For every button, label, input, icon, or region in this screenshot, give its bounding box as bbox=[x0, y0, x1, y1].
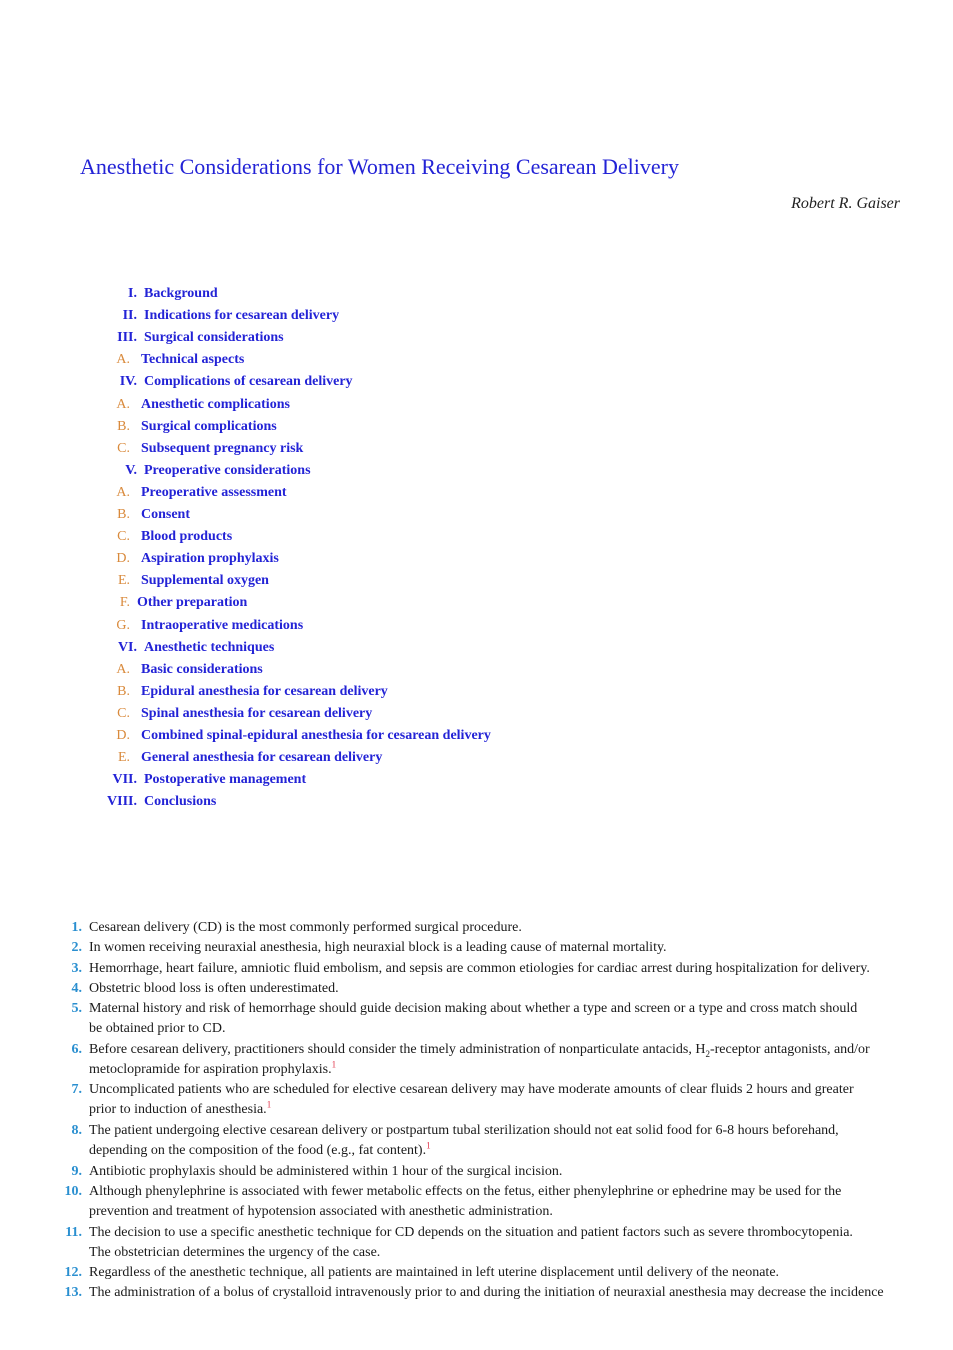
toc-item-number: A. bbox=[116, 352, 130, 368]
key-point-line: be obtained prior to CD. bbox=[89, 1021, 226, 1037]
key-point bbox=[0, 918, 953, 938]
key-point-line: Uncomplicated patients who are scheduled for elective cesarean delivery may have moderate amounts of clear fluids 2 hours and greater bbox=[89, 1082, 854, 1098]
key-point-line: Regardless of the anesthetic technique, all patients are maintained in left uterine displacement until delivery of the neonate. bbox=[89, 1265, 780, 1281]
key-point bbox=[0, 1283, 953, 1303]
toc-item-number: E. bbox=[117, 573, 130, 589]
key-point-line: Obstetric blood loss is often underestimated. bbox=[89, 980, 339, 996]
toc-item-label[interactable]: Epidural anesthesia for cesarean delivery bbox=[141, 683, 388, 699]
key-point-text bbox=[89, 918, 899, 938]
key-point-text bbox=[89, 979, 899, 999]
toc-item-label[interactable]: Anesthetic complications bbox=[141, 396, 290, 412]
key-point-number: 5. bbox=[71, 1001, 82, 1017]
page-title: Anesthetic Considerations for Women Receiving Cesarean Delivery bbox=[80, 154, 679, 179]
key-point-number: 11. bbox=[65, 1224, 82, 1240]
citation-marker[interactable]: 1 bbox=[426, 1140, 431, 1151]
toc-item-number: VI. bbox=[117, 639, 137, 655]
citation-marker[interactable]: 1 bbox=[331, 1059, 337, 1070]
key-point bbox=[0, 1223, 953, 1264]
author-name: Robert R. Gaiser bbox=[791, 195, 900, 212]
toc-item-number: A. bbox=[116, 484, 130, 500]
key-point-line: depending on the composition of the food (e.g., fat content).$^1$ bbox=[89, 1140, 431, 1158]
key-point-number: 3. bbox=[71, 960, 82, 976]
toc-item-number: B. bbox=[117, 418, 130, 434]
key-point-line: prevention and treatment of hypotension associated with anesthetic administration. bbox=[89, 1203, 553, 1219]
key-point bbox=[0, 1182, 953, 1223]
toc-item-number: C. bbox=[117, 440, 130, 456]
toc-item-number: III. bbox=[117, 330, 137, 346]
key-point-text bbox=[89, 1223, 899, 1263]
toc-item-label[interactable]: Indications for cesarean delivery bbox=[144, 308, 340, 324]
key-point-number: 13. bbox=[64, 1285, 82, 1301]
toc-item-number: F. bbox=[119, 595, 130, 611]
key-point-text bbox=[89, 1182, 899, 1222]
key-point-number: 12. bbox=[64, 1265, 82, 1281]
key-point-number: 9. bbox=[71, 1163, 82, 1179]
toc-item-number: D. bbox=[116, 728, 130, 743]
toc-item-label[interactable]: Complications of cesarean delivery bbox=[144, 374, 353, 390]
toc-item-label[interactable]: Combined spinal-epidural anesthesia for cesarean delivery bbox=[141, 728, 491, 743]
key-point-number: 4. bbox=[71, 980, 82, 996]
toc-item-number: C. bbox=[117, 529, 130, 545]
key-point bbox=[0, 1263, 953, 1283]
toc-item-number: II. bbox=[122, 308, 137, 324]
key-point bbox=[0, 1040, 953, 1081]
toc-item-number: I. bbox=[128, 286, 137, 301]
key-point-text bbox=[89, 1121, 899, 1161]
key-point-number: 8. bbox=[71, 1123, 82, 1138]
toc-item-number: VIII. bbox=[107, 794, 137, 810]
toc-item-number: V. bbox=[125, 462, 137, 478]
key-point-line: prior to induction of anesthesia.$^1$ bbox=[89, 1099, 272, 1118]
key-point-number: 2. bbox=[71, 940, 82, 956]
toc-item-number: A. bbox=[116, 661, 130, 677]
toc-item-label[interactable]: Subsequent pregnancy risk bbox=[141, 440, 304, 456]
toc-item-number: VII. bbox=[112, 772, 137, 788]
toc-item-label[interactable]: Conclusions bbox=[144, 794, 217, 810]
key-point-text bbox=[89, 959, 899, 979]
toc-item-number: B. bbox=[117, 683, 130, 699]
key-point-line: Antibiotic prophylaxis should be administered within 1 hour of the surgical incision. bbox=[89, 1163, 563, 1179]
toc-item-label[interactable]: Spinal anesthesia for cesarean delivery bbox=[141, 705, 373, 721]
toc-item-label[interactable]: Preoperative considerations bbox=[144, 462, 311, 478]
citation-marker[interactable]: 1 bbox=[266, 1099, 272, 1110]
toc-item-label[interactable]: Surgical considerations bbox=[144, 330, 284, 346]
key-point-line: The patient undergoing elective cesarean delivery or postpartum tubal sterilization should not eat solid food for 6-8 hours beforehand, bbox=[89, 1123, 839, 1138]
key-point-line: Cesarean delivery (CD) is the most commonly performed surgical procedure. bbox=[89, 920, 522, 935]
toc-item-label[interactable]: Basic considerations bbox=[141, 661, 263, 677]
toc-item-label[interactable]: Intraoperative medications bbox=[141, 617, 304, 633]
toc-item-label[interactable]: Surgical complications bbox=[141, 418, 277, 434]
key-point-line: metoclopramide for aspiration prophylaxis.$^1$ bbox=[89, 1059, 337, 1077]
toc-item-number: IV. bbox=[119, 374, 137, 390]
key-point bbox=[0, 938, 953, 958]
key-point-text bbox=[89, 1283, 899, 1303]
toc-item-number: D. bbox=[116, 551, 130, 567]
toc-item-label[interactable]: Supplemental oxygen bbox=[141, 573, 269, 589]
key-point bbox=[0, 1080, 953, 1121]
key-point-number: 6. bbox=[71, 1041, 82, 1057]
key-point-text bbox=[89, 1040, 899, 1080]
key-point-line: The administration of a bolus of crystalloid intravenously prior to and during the initiation of neuraxial anesthesia may decrease the incidence bbox=[89, 1285, 884, 1301]
toc-item-label[interactable]: Preoperative assessment bbox=[141, 484, 287, 500]
toc-item-number: C. bbox=[117, 705, 130, 721]
toc-item-number: G. bbox=[116, 617, 130, 633]
key-point-text bbox=[89, 999, 899, 1039]
key-point-line: The decision to use a specific anesthetic technique for CD depends on the situation and patient factors such as severe thrombocytopenia. bbox=[89, 1224, 853, 1240]
key-point-text bbox=[89, 1080, 899, 1120]
key-point-number: 1. bbox=[71, 920, 82, 935]
toc-item-number: E. bbox=[117, 750, 130, 766]
key-point bbox=[0, 959, 953, 979]
toc-item-label[interactable]: Other preparation bbox=[137, 595, 248, 611]
toc-item-label[interactable]: Postoperative management bbox=[144, 772, 307, 788]
toc-item-number: B. bbox=[117, 507, 130, 522]
key-point-text bbox=[89, 1263, 899, 1283]
key-point-line: Although phenylephrine is associated with fewer metabolic effects on the fetus, either phenylephrine or ephedrine may be used for the bbox=[89, 1183, 842, 1199]
key-point-text bbox=[89, 1162, 899, 1182]
key-point-line: The obstetrician determines the urgency of the case. bbox=[89, 1244, 381, 1260]
toc-item-number: A. bbox=[116, 396, 130, 412]
key-point bbox=[0, 1121, 953, 1162]
toc-item-label[interactable]: Background bbox=[144, 286, 218, 301]
key-point-number: 7. bbox=[71, 1082, 82, 1098]
key-point-line: Hemorrhage, heart failure, amniotic fluid embolism, and sepsis are common etiologies for cardiac arrest during hospitalization for delivery. bbox=[89, 960, 870, 976]
toc-item-label[interactable]: Consent bbox=[141, 507, 191, 522]
toc-item-label[interactable]: Technical aspects bbox=[141, 352, 245, 368]
key-point-line: Before cesarean delivery, practitioners should consider the timely administration of nonparticulate antacids, $H_2$-receptor antagonists, and/or bbox=[89, 1041, 870, 1059]
toc-item-label[interactable]: General anesthesia for cesarean delivery bbox=[141, 750, 383, 766]
key-point-number: 10. bbox=[64, 1183, 82, 1199]
key-point-line: Maternal history and risk of hemorrhage should guide decision making about whether a type and screen or a type and cross match should bbox=[89, 1001, 858, 1017]
key-point bbox=[0, 1162, 953, 1182]
key-point bbox=[0, 999, 953, 1040]
key-point bbox=[0, 979, 953, 999]
toc-item-label[interactable]: Anesthetic techniques bbox=[144, 639, 275, 655]
toc-item-label[interactable]: Blood products bbox=[141, 529, 233, 545]
key-point-text bbox=[89, 938, 899, 958]
key-point-line: In women receiving neuraxial anesthesia, high neuraxial block is a leading cause of maternal mortality. bbox=[89, 940, 667, 956]
toc-item-label[interactable]: Aspiration prophylaxis bbox=[141, 551, 279, 567]
